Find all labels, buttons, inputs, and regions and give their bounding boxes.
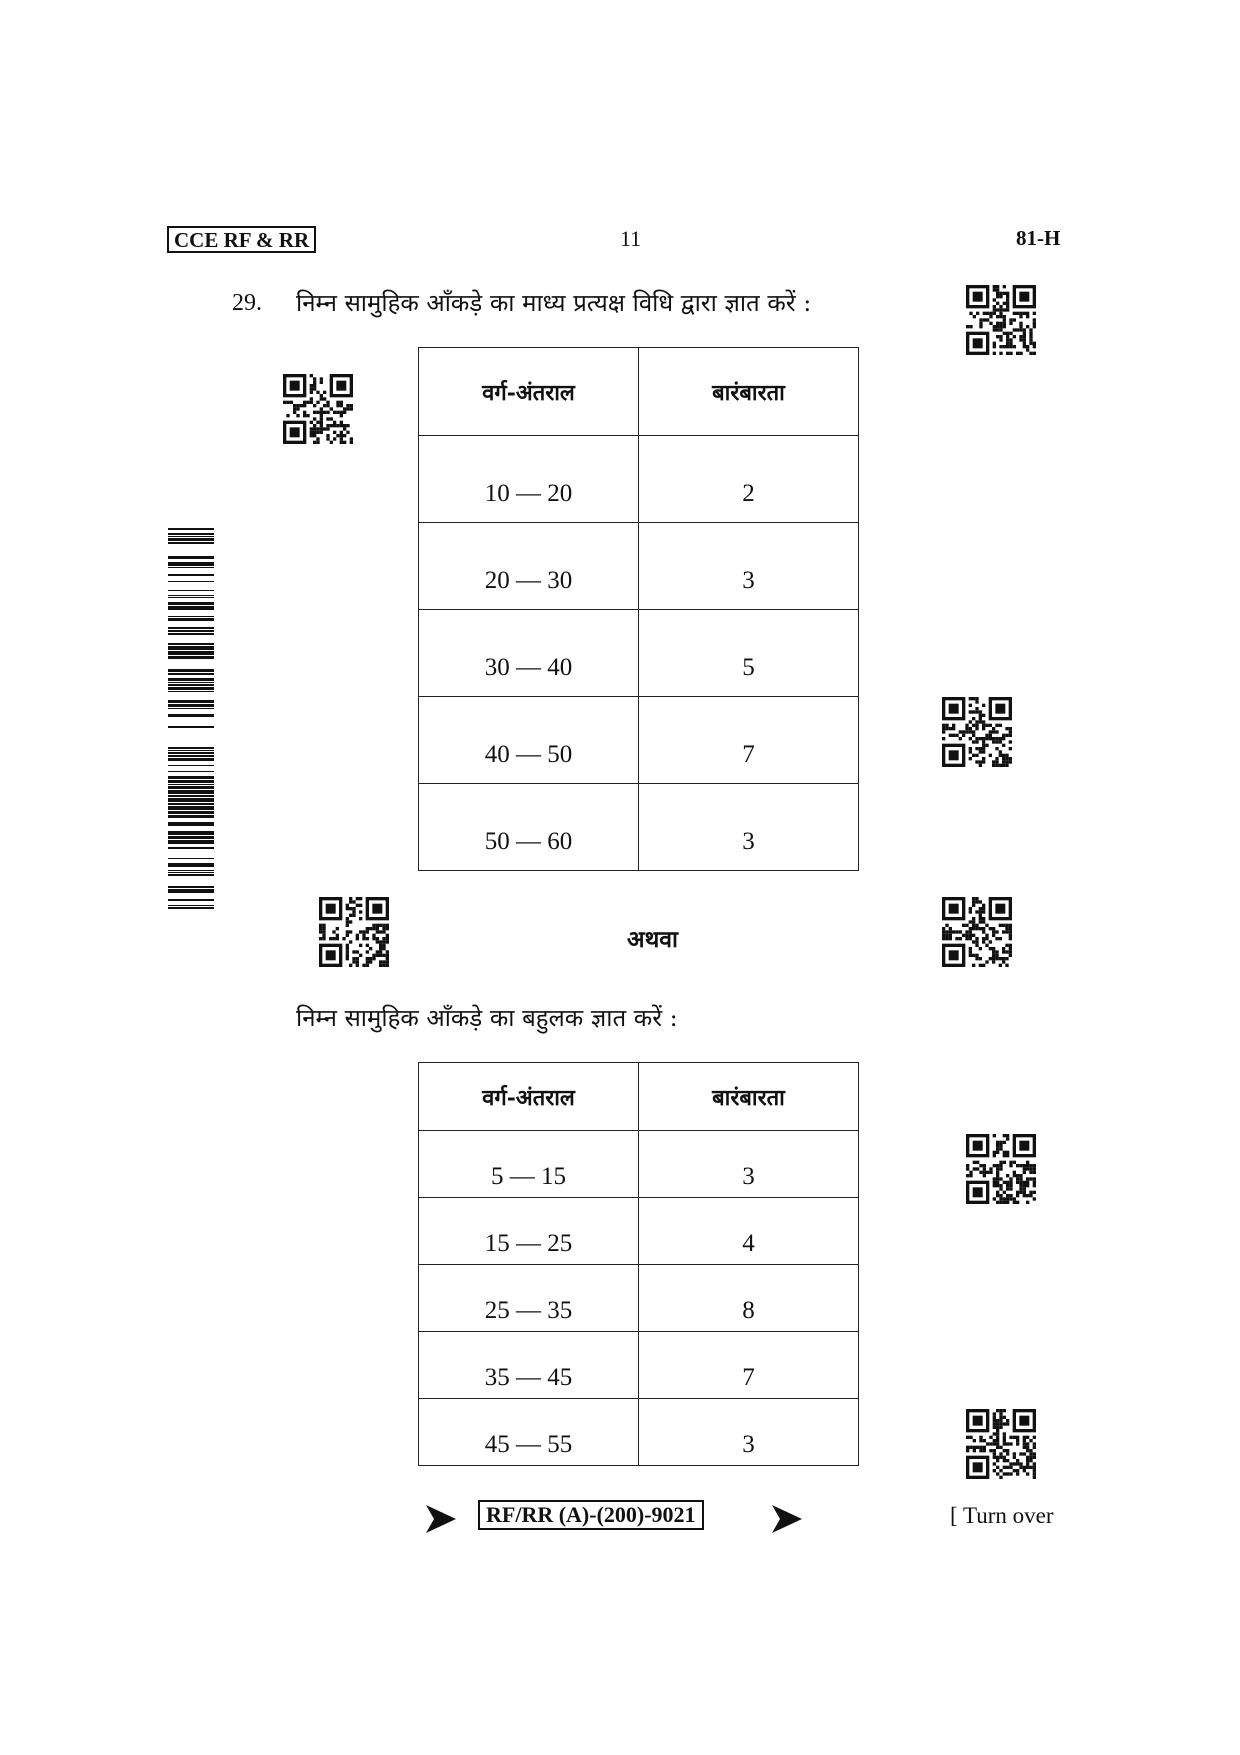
class-interval-cell: 5 — 15 [419,1131,639,1198]
alternative-question-text: निम्न सामुहिक आँकड़े का बहुलक ज्ञात करें : [296,1004,678,1032]
class-interval-cell: 40 — 50 [419,697,639,784]
qr-code-icon [966,1134,1036,1204]
frequency-cell: 3 [639,1399,859,1466]
turn-over-label: [ Turn over [950,1503,1054,1528]
table-row [419,1131,859,1198]
frequency-cell: 3 [639,523,859,610]
question-text: निम्न सामुहिक आँकड़े का माध्य प्रत्यक्ष विधि द्वारा ज्ञात करें : [296,289,812,317]
table-row [419,436,859,523]
frequency-cell: 7 [639,697,859,784]
qr-code-icon [319,897,389,967]
mode-frequency-table [418,1062,859,1466]
table-row [419,1332,859,1399]
page-number: 11 [620,226,642,251]
frequency-cell: 3 [639,784,859,871]
class-interval-cell: 35 — 45 [419,1332,639,1399]
table-header-row [419,348,859,436]
qr-code-icon [942,697,1012,767]
exam-code-box: CCE RF & RR [167,226,316,253]
table-row [419,523,859,610]
frequency-cell: 8 [639,1265,859,1332]
column-header-frequency: बारंबारता [639,348,859,436]
paper-code: 81-H [1016,226,1061,250]
class-interval-cell: 45 — 55 [419,1399,639,1466]
qr-code-icon [942,897,1012,967]
class-interval-cell: 10 — 20 [419,436,639,523]
table-row [419,1399,859,1466]
footer-code-box: RF/RR (A)-(200)-9021 [478,1500,704,1530]
arrow-right-icon [770,1502,804,1536]
class-interval-cell: 20 — 30 [419,523,639,610]
frequency-cell: 7 [639,1332,859,1399]
mean-frequency-table [418,347,859,871]
class-interval-cell: 25 — 35 [419,1265,639,1332]
frequency-cell: 5 [639,610,859,697]
table-header-row [419,1063,859,1131]
column-header-frequency: बारंबारता [639,1063,859,1131]
table-row [419,697,859,784]
table-row [419,784,859,871]
class-interval-cell: 50 — 60 [419,784,639,871]
frequency-cell: 4 [639,1198,859,1265]
class-interval-cell: 30 — 40 [419,610,639,697]
question-number: 29. [232,290,262,316]
qr-code-icon [283,374,353,444]
column-header-class-interval: वर्ग-अंतराल [419,1063,639,1131]
barcode-icon [168,528,214,920]
or-label: अथवा [627,926,679,953]
class-interval-cell: 15 — 25 [419,1198,639,1265]
frequency-cell: 3 [639,1131,859,1198]
arrow-right-icon [424,1502,458,1536]
table-row [419,1265,859,1332]
qr-code-icon [966,1409,1036,1479]
qr-code-icon [966,285,1036,355]
column-header-class-interval: वर्ग-अंतराल [419,348,639,436]
table-row [419,610,859,697]
frequency-cell: 2 [639,436,859,523]
table-row [419,1198,859,1265]
